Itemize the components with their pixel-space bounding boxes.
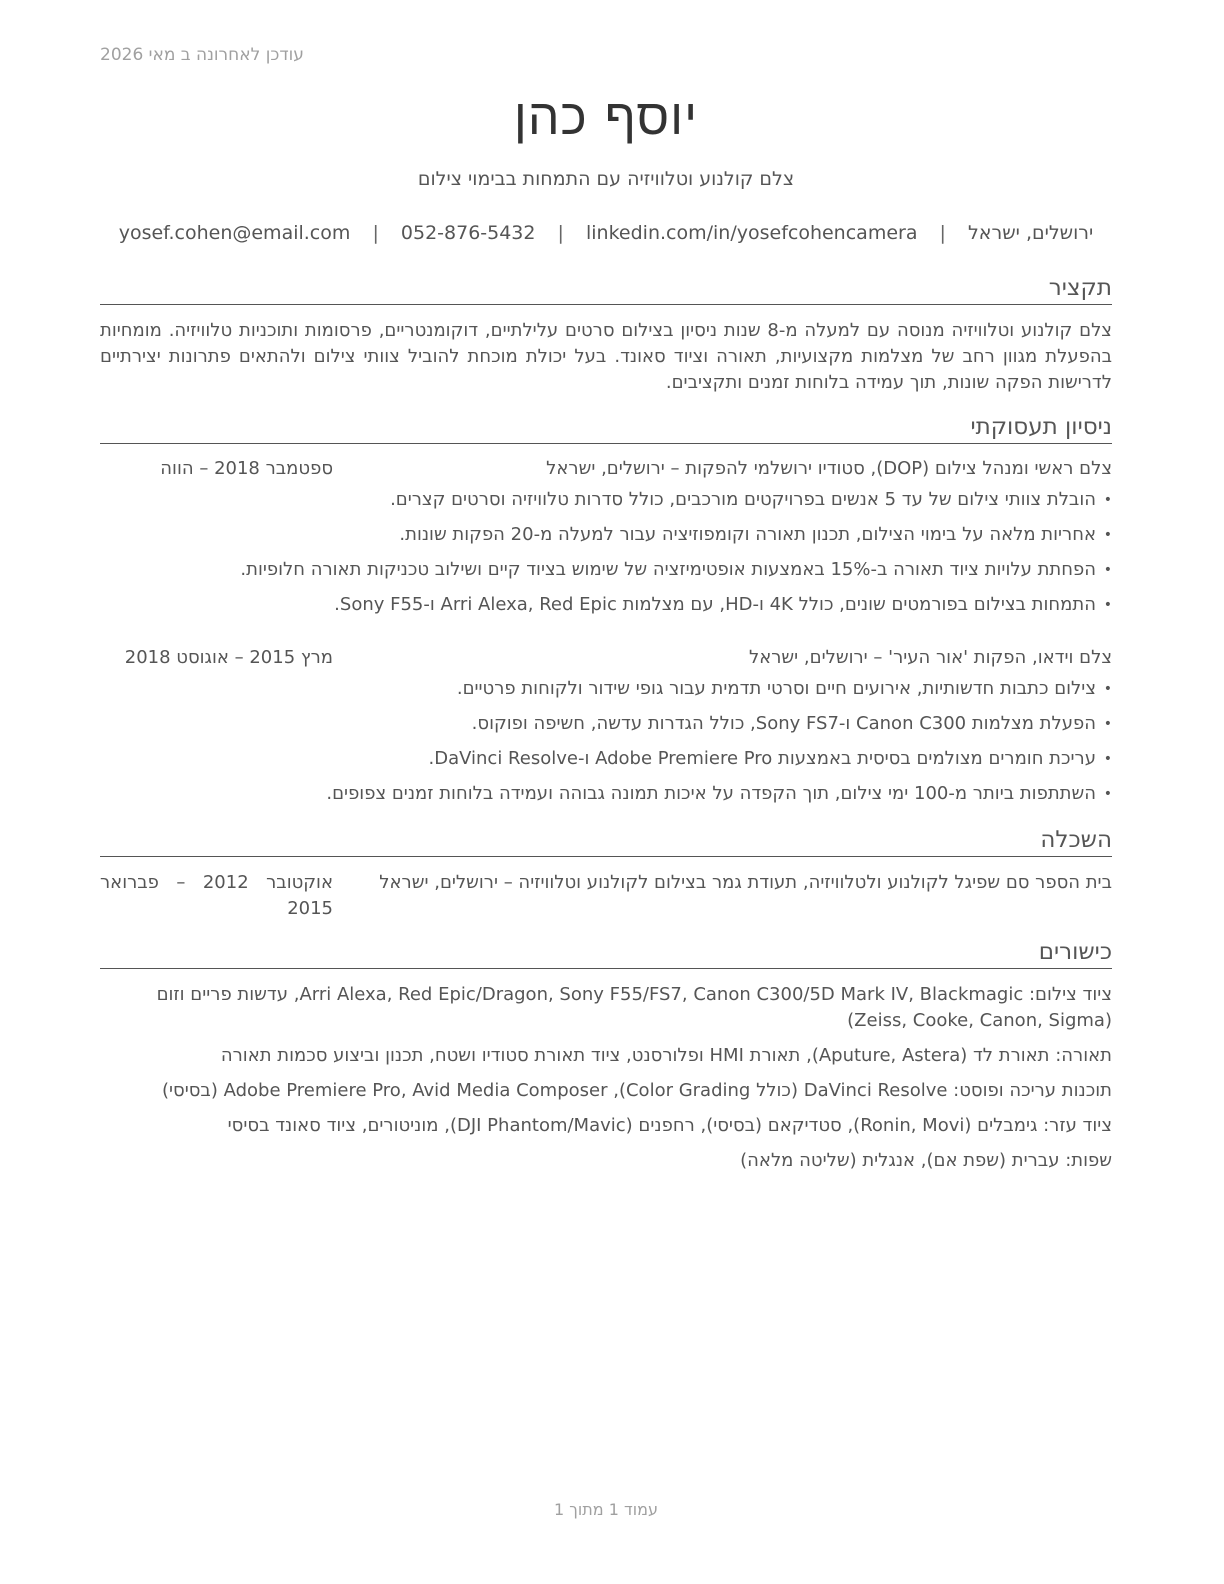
skill-item: ציוד עזר: גימבלים (Ronin, Movi), סטדיקאם (בסיסי), רחפנים (DJI Phantom/Mavic), מוניטורים, ציוד סאונד בסיסי — [227, 1115, 1112, 1136]
job-bullet: • הפחתת עלויות ציוד תאורה ב-15% באמצעות אופטימיזציה של שימוש בציוד קיים ושילוב טכניקות תאורה חלופיות. — [100, 557, 1112, 583]
contact-email[interactable]: yosef.cohen@email.com — [118, 222, 351, 244]
job-bullets — [100, 676, 1112, 816]
job-title: צלם ראשי ומנהל צילום (DOP), סטודיו ירושלמי להפקות – ירושלים, ישראל — [546, 458, 1112, 479]
last-updated: עודכן לאחרונה ב מאי 2026 — [100, 45, 304, 65]
section-title-education: השכלה — [100, 826, 1112, 857]
contact-phone[interactable]: 052-876-5432 — [400, 222, 536, 244]
skill-item: שפות: עברית (שפת אם), אנגלית (שליטה מלאה) — [740, 1150, 1112, 1171]
job-dates: ספטמבר 2018 – הווה — [160, 458, 333, 479]
job-bullet: • הפעלת מצלמות Canon C300 ו-Sony FS7, כולל הגדרות עדשה, חשיפה ופוקוס. — [100, 711, 1112, 737]
job-bullet: • צילום כתבות חדשותיות, אירועים חיים וסרטי תדמית עבור גופי שידור ולקוחות פרטיים. — [100, 676, 1112, 702]
contact-separator: | — [372, 222, 379, 244]
contact-separator: | — [939, 222, 946, 244]
contact-location: ירושלים, ישראל — [967, 222, 1094, 244]
contact-separator: | — [557, 222, 564, 244]
job-dates: מרץ 2015 – אוגוסט 2018 — [124, 647, 333, 668]
job-bullets — [100, 487, 1112, 627]
job-bullet: • אחריות מלאה על בימוי הצילום, תכנון תאורה וקומפוזיציה עבור למעלה מ-20 הפקות שונות. — [100, 522, 1112, 548]
job-bullet: • השתתפות ביותר מ-100 ימי צילום, תוך הקפדה על איכות תמונה גבוהה ועמידה בלוחות זמנים צפופים. — [100, 781, 1112, 807]
education-entry — [100, 870, 1112, 922]
contact-linkedin[interactable]: linkedin.com/in/yosefcohencamera — [586, 222, 918, 244]
contact-line — [100, 222, 1112, 244]
candidate-subtitle: צלם קולנוע וטלוויזיה עם התמחות בבימוי צילום — [417, 168, 795, 190]
skill-item: תוכנות עריכה ופוסט: DaVinci Resolve (כולל Color Grading), Adobe Premiere Pro, Avid Media Composer (בסיסי) — [161, 1080, 1112, 1101]
candidate-name: יוסף כהן — [513, 88, 699, 146]
job-header — [100, 456, 1112, 482]
education-text: בית הספר סם שפיגל לקולנוע ולטלוויזיה, תעודת גמר בצילום לקולנוע וטלוויזיה – ירושלים, ישראל — [379, 872, 1112, 893]
skills-list — [100, 982, 1112, 1183]
job-title: צלם וידאו, הפקות 'אור העיר' – ירושלים, ישראל — [749, 647, 1112, 668]
job-bullet: • עריכת חומרים מצולמים בסיסית באמצעות Adobe Premiere Pro ו-DaVinci Resolve. — [100, 746, 1112, 772]
job-bullet: • הובלת צוותי צילום של עד 5 אנשים בפרויקטים מורכבים, כולל סדרות טלוויזיה וסרטים קצרים. — [100, 487, 1112, 513]
section-title-skills: כישורים — [100, 938, 1112, 969]
skill-item: תאורה: תאורת לד (Aputure, Astera), תאורת HMI ופלורסנט, ציוד תאורת סטודיו ושטח, תכנון וביצוע סכמות תאורה — [220, 1045, 1112, 1066]
section-title-experience: ניסיון תעסוקתי — [100, 413, 1112, 444]
summary-text: צלם קולנוע וטלוויזיה מנוסה עם למעלה מ-8 שנות ניסיון בצילום סרטים עלילתיים, דוקומנטריים, פרסומות ותוכניות טלוויזיה. מומחיות בהפעלת מגוון רחב של מצלמות מקצועיות, תאורה וציוד סאונד. בעל יכולת מוכחת להוביל צוותי צילום ולהתאים פתרונות יצירתיים לדרישות הפקה שונות, תוך עמידה בלוחות זמנים ותקציבים. — [100, 320, 1112, 393]
job-header — [100, 645, 1112, 671]
page-number: עמוד 1 מתוך 1 — [554, 1500, 658, 1519]
section-title-summary: תקציר — [100, 274, 1112, 305]
education-dates: אוקטובר 2012 – פברואר 2015 — [100, 872, 333, 919]
resume-page — [100, 0, 1112, 1584]
job-bullet: • התמחות בצילום בפורמטים שונים, כולל 4K ו-HD, עם מצלמות Arri Alexa, Red Epic ו-Sony F55. — [100, 592, 1112, 618]
skill-item: ציוד צילום: Arri Alexa, Red Epic/Dragon, Sony F55/FS7, Canon C300/5D Mark IV, Blackmagic, עדשות פריים וזום (Zeiss, Cooke, Canon, Sigma) — [156, 984, 1112, 1031]
